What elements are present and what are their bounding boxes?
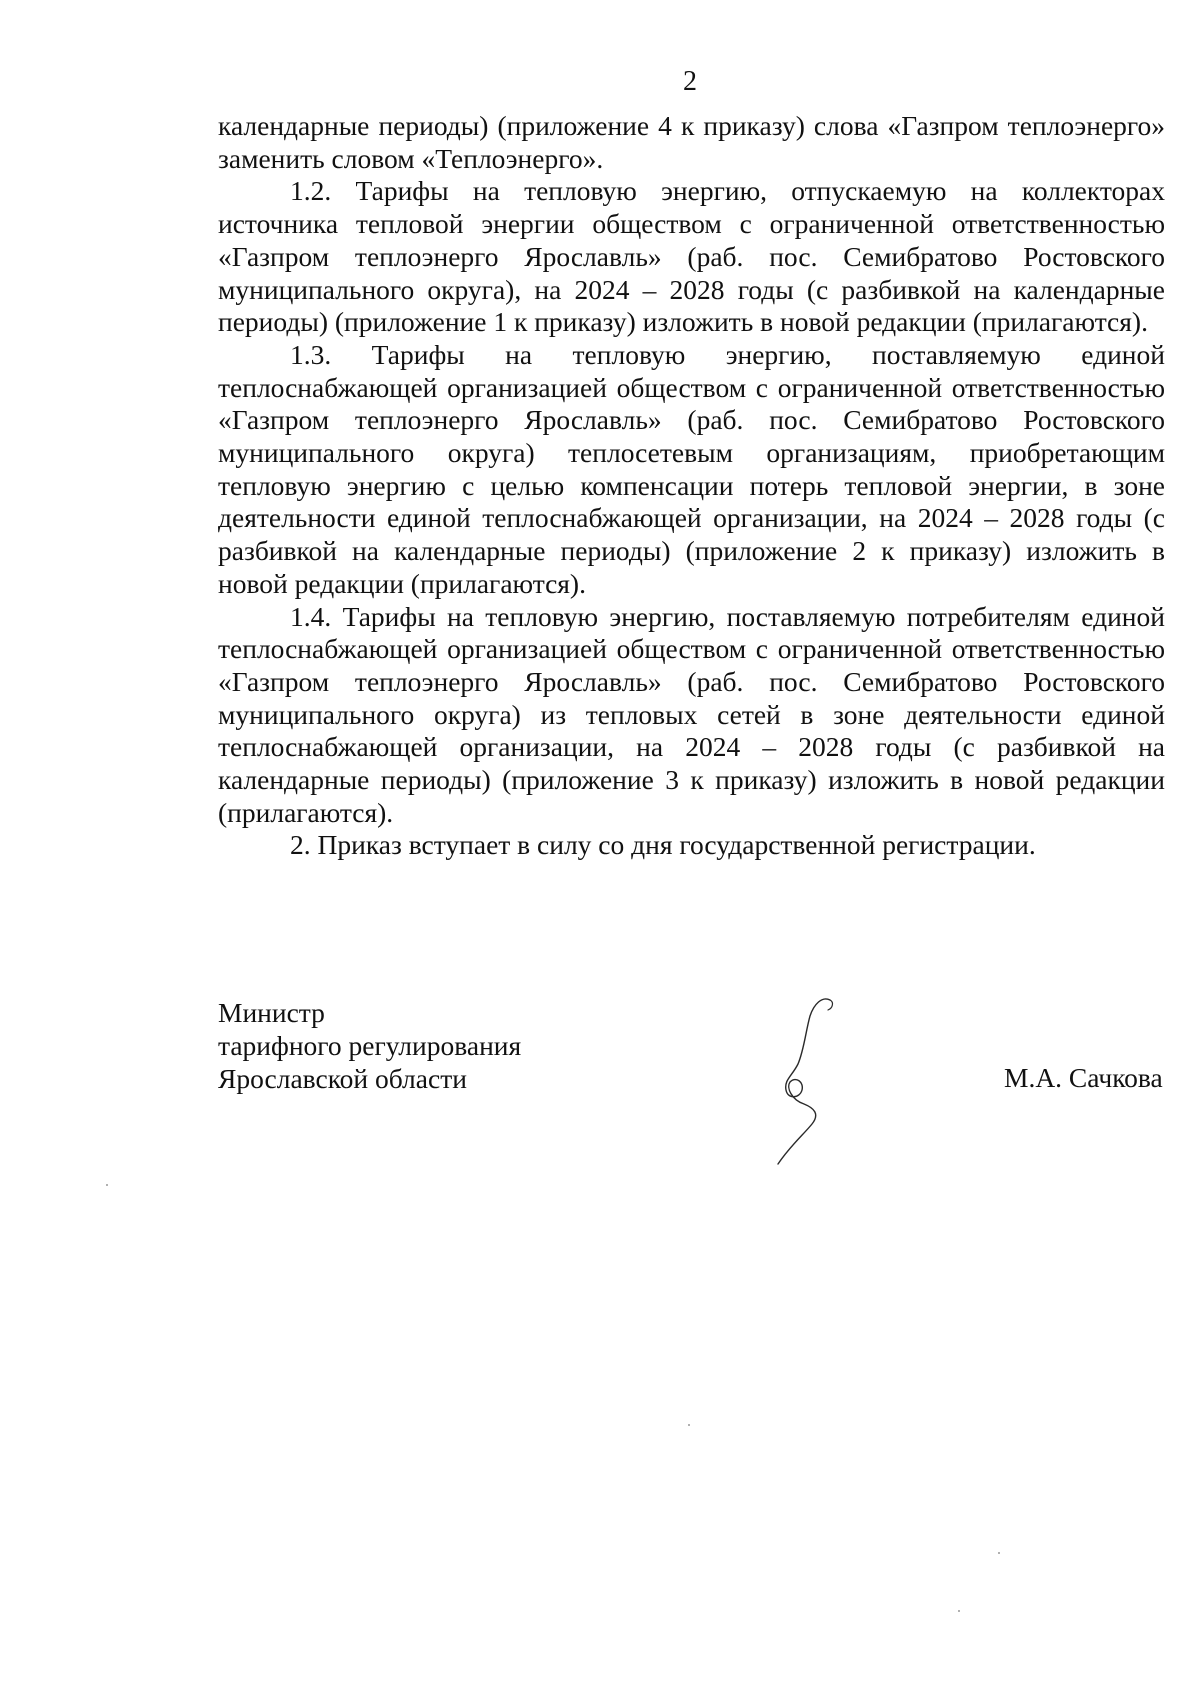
page-number: 2	[683, 66, 697, 97]
signatory-title-line: Министр	[218, 997, 325, 1028]
scan-speck	[688, 1424, 690, 1426]
paragraph-2: 2. Приказ вступает в силу со дня государственной регистрации.	[290, 829, 1036, 861]
handwritten-signature	[760, 990, 880, 1170]
signatory-title-line: тарифного регулирования	[218, 1030, 522, 1061]
scan-speck	[106, 1184, 108, 1186]
signatory-name: М.А. Сачкова	[1004, 1062, 1163, 1093]
paragraph-continuation: календарные периоды) (приложение 4 к приказу) слова «Газпром теплоэнерго» заменить словом «Теплоэнерго».	[218, 110, 1165, 174]
signatory-title	[218, 996, 521, 1095]
signatory-title-line: Ярославской области	[218, 1063, 467, 1094]
paragraph-1-4: 1.4. Тарифы на тепловую энергию, поставляемую потребителям единой теплоснабжающей организацией обществом с ограниченной ответственностью «Газпром теплоэнерго Ярославль» (раб. пос. Семибратово Ростовского муниципального округа) из тепловых сетей в зоне деятельности единой теплоснабжающей организации, на 2024 – 2028 годы (с разбивкой на календарные периоды) (приложение 3 к приказу) изложить в новой редакции (прилагаются).	[218, 600, 1165, 828]
paragraph-1-2: 1.2. Тарифы на тепловую энергию, отпускаемую на коллекторах источника тепловой энергии обществом с ограниченной ответственностью «Газпром теплоэнерго Ярославль» (раб. пос. Семибратово Ростовского муниципального округа), на 2024 – 2028 годы (с разбивкой на календарные периоды) (приложение 1 к приказу) изложить в новой редакции (прилагаются).	[218, 175, 1165, 338]
document-body	[218, 110, 1165, 862]
paragraph-1-3: 1.3. Тарифы на тепловую энергию, поставляемую единой теплоснабжающей организацией обществом с ограниченной ответственностью «Газпром теплоэнерго Ярославль» (раб. пос. Семибратово Ростовского муниципального округа) теплосетевым организациям, приобретающим тепловую энергию с целью компенсации потерь тепловой энергии, в зоне деятельности единой теплоснабжающей организации, на 2024 – 2028 годы (с разбивкой на календарные периоды) (приложение 2 к приказу) изложить в новой редакции (прилагаются).	[218, 338, 1165, 599]
scan-speck	[958, 1610, 960, 1612]
scan-speck	[998, 1552, 1000, 1554]
